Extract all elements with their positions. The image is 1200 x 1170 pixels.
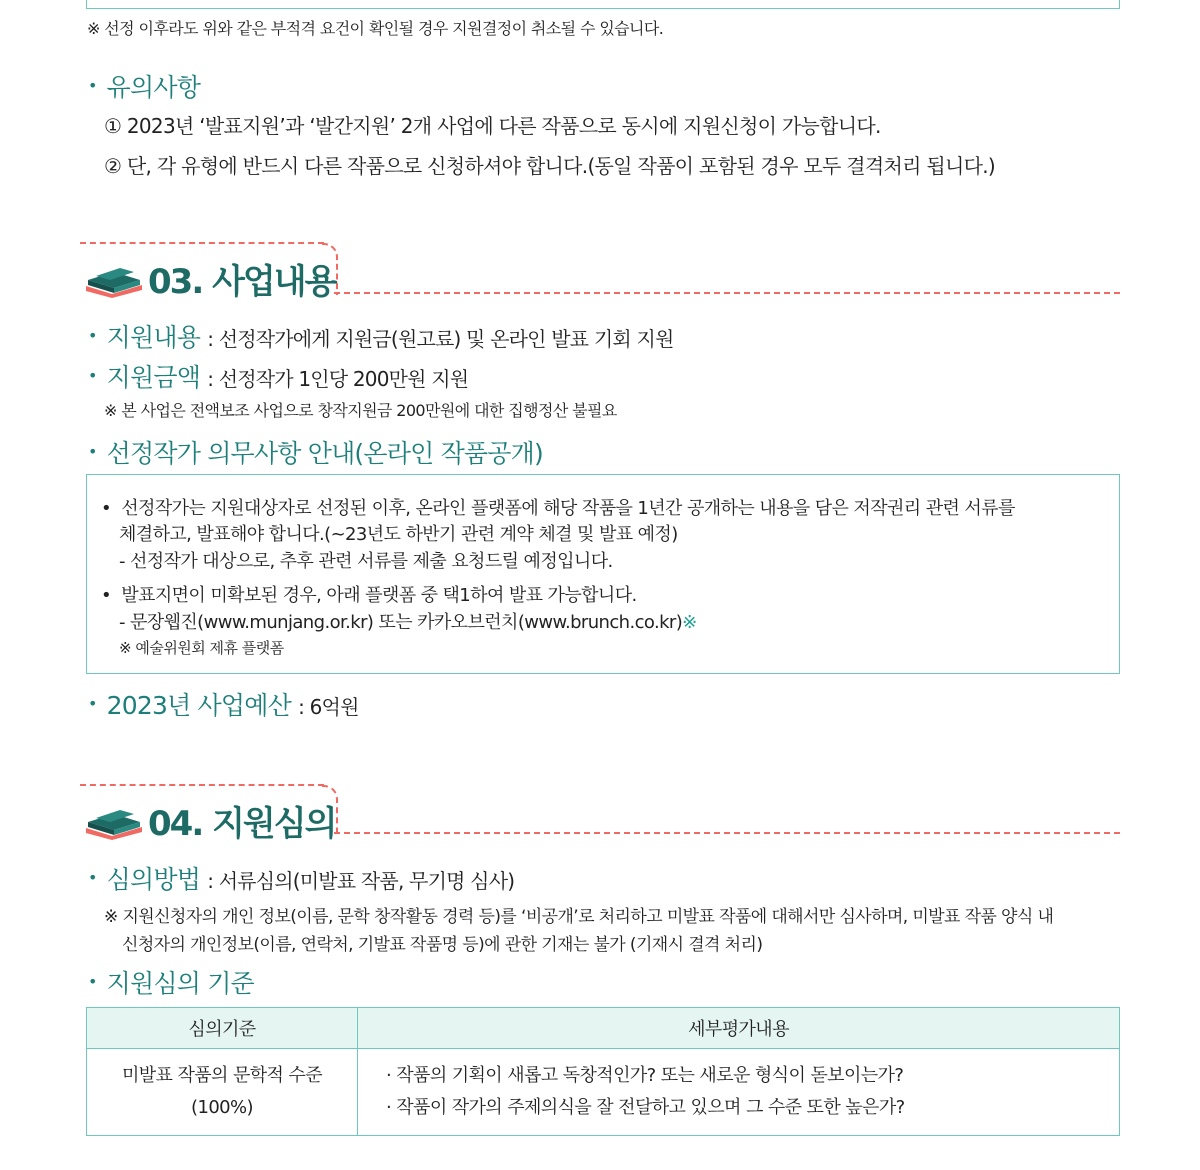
duty-heading: • 선정작가 의무사항 안내(온라인 작품공개) [88, 439, 543, 468]
criterion-label: 미발표 작품의 문학적 수준 [121, 1065, 323, 1086]
section-divider-bottom [334, 292, 1120, 294]
section-03-title: 03. 사업내용 [148, 262, 336, 302]
duty-info-box [86, 474, 1120, 674]
duty-item-2-line-1: • 발표지면이 미확보된 경우, 아래 플랫폼 중 택1하여 발표 가능합니다. [101, 585, 637, 606]
previous-section-box [86, 0, 1120, 9]
section-divider-bottom-04 [334, 832, 1120, 834]
detail-item-1: · 작품의 기획이 새롭고 독창적인가? 또는 새로운 형식이 돋보이는가? [386, 1065, 904, 1086]
books-icon [84, 800, 144, 840]
criteria-table [86, 1007, 1120, 1136]
support-amount-note: ※ 본 사업은 전액보조 사업으로 창작지원금 200만원에 대한 집행정산 불필요 [104, 401, 617, 420]
table-header-criterion: 심의기준 [87, 1008, 358, 1049]
table-header-row [87, 1008, 1120, 1049]
disqualification-note: ※ 선정 이후라도 위와 같은 부적격 요건이 확인될 경우 지원결정이 취소될 수 있습니다. [87, 19, 664, 38]
support-content-row: • 지원내용 : 선정작가에게 지원금(원고료) 및 온라인 발표 기회 지원 [88, 323, 674, 352]
support-amount-row: • 지원금액 : 선정작가 1인당 200만원 지원 [88, 363, 469, 392]
caution-item-1: ① 2023년 ‘발표지원’과 ‘발간지원’ 2개 사업에 다른 작품으로 동시에 지원신청이 가능합니다. [104, 114, 881, 138]
criteria-heading: • 지원심의 기준 [88, 969, 254, 998]
section-divider-top-04 [80, 784, 324, 786]
budget-row: • 2023년 사업예산 : 6억원 [88, 691, 359, 720]
table-row [87, 1049, 1120, 1136]
criterion-weight: (100%) [191, 1097, 253, 1118]
review-method-row: • 심의방법 : 서류심의(미발표 작품, 무기명 심사) [88, 865, 515, 894]
duty-item-1-line-2: 체결하고, 발표해야 합니다.(~23년도 하반기 관련 계약 체결 및 발표 예정) [119, 524, 678, 545]
duty-item-2-line-2: - 문장웹진(www.munjang.or.kr) 또는 카카오브런치(www.brunch.co.kr)※ [119, 612, 697, 633]
detail-cell [358, 1049, 1120, 1136]
section-divider-top [80, 242, 324, 244]
review-method-note-1: ※ 지원신청자의 개인 정보(이름, 문학 창작활동 경력 등)를 ‘비공개’로 처리하고 미발표 작품에 대해서만 심사하며, 미발표 작품 양식 내 [104, 907, 1054, 927]
detail-item-2: · 작품이 작가의 주제의식을 잘 전달하고 있으며 그 수준 또한 높은가? [386, 1097, 905, 1118]
caution-item-2: ② 단, 각 유형에 반드시 다른 작품으로 신청하셔야 합니다.(동일 작품이 포함된 경우 모두 결격처리 됩니다.) [104, 154, 996, 178]
caution-heading: • 유의사항 [88, 73, 201, 102]
table-header-detail: 세부평가내용 [358, 1008, 1120, 1049]
review-method-note-2: 신청자의 개인정보(이름, 연락처, 기발표 작품명 등)에 관한 기재는 불가 (기재시 결격 처리) [122, 935, 763, 955]
books-icon [84, 258, 144, 298]
duty-item-1-line-1: • 선정작가는 지원대상자로 선정된 이후, 온라인 플랫폼에 해당 작품을 1년간 공개하는 내용을 담은 저작권리 관련 서류를 [101, 498, 1015, 519]
duty-item-2-note: ※ 예술위원회 제휴 플랫폼 [119, 639, 284, 657]
duty-item-1-line-3: - 선정작가 대상으로, 추후 관련 서류를 제출 요청드릴 예정입니다. [119, 551, 613, 572]
criterion-cell [87, 1049, 358, 1136]
section-04-title: 04. 지원심의 [148, 804, 336, 844]
